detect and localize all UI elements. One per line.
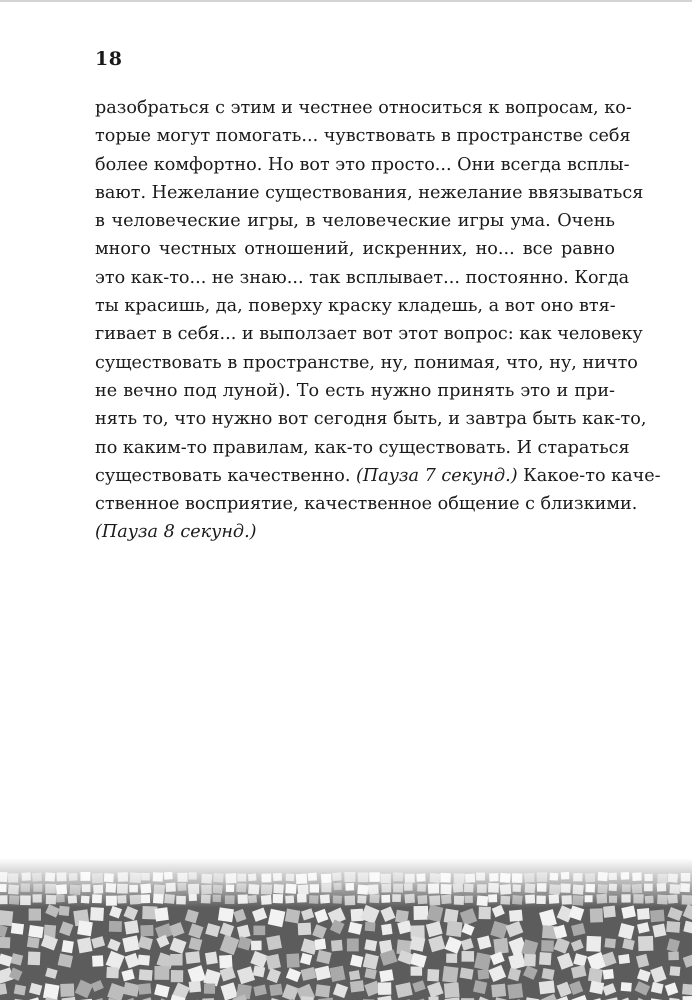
text-line: существовать в пространстве, ну, понимая, что, ну, ничто [95, 352, 638, 373]
text-line: в человеческие игры, в человеческие игры ума. Очень [95, 211, 615, 232]
text-line [95, 462, 661, 490]
text-line: торые могут помогать... чувствовать в пространстве себя [95, 126, 631, 147]
text-line: вают. Нежелание существования, нежелание ввязываться [95, 182, 644, 203]
text-line: ты красишь, да, поверху краску кладешь, а вот оно втя- [95, 296, 616, 317]
text-line: нять то, что нужно вот сегодня быть, и завтра быть как-то, [95, 409, 647, 430]
cobblestone-mosaic-image [0, 858, 692, 1000]
top-border [0, 0, 692, 2]
stage-direction: (Пауза 8 секунд.) [95, 522, 257, 543]
text-line: не вечно под луной). То есть нужно принять это и при- [95, 380, 615, 401]
text-line: ственное восприятие, качественное общение с близкими. [95, 494, 638, 515]
text-segment: существовать качественно. [95, 465, 357, 486]
stage-direction: (Пауза 7 секунд.) [356, 465, 518, 486]
mosaic-pattern [0, 858, 692, 1000]
body-text [95, 94, 661, 547]
text-line [95, 518, 615, 546]
page-number: 18 [95, 48, 123, 70]
text-segment: Какое-то каче- [517, 465, 661, 486]
text-line: по каким-то правилам, как-то существовать. И стараться [95, 437, 630, 458]
text-line: разобраться с этим и честнее относиться к вопросам, ко- [95, 98, 632, 118]
text-line: более комфортно. Но вот это просто... Они всегда всплы- [95, 154, 630, 175]
text-line: это как-то... не знаю... так всплывает... постоянно. Когда [95, 267, 630, 288]
text-line: гивает в себя... и выползает вот этот вопрос: как человеку [95, 324, 643, 345]
text-line: много честных отношений, искренних, но... все равно [95, 239, 615, 260]
